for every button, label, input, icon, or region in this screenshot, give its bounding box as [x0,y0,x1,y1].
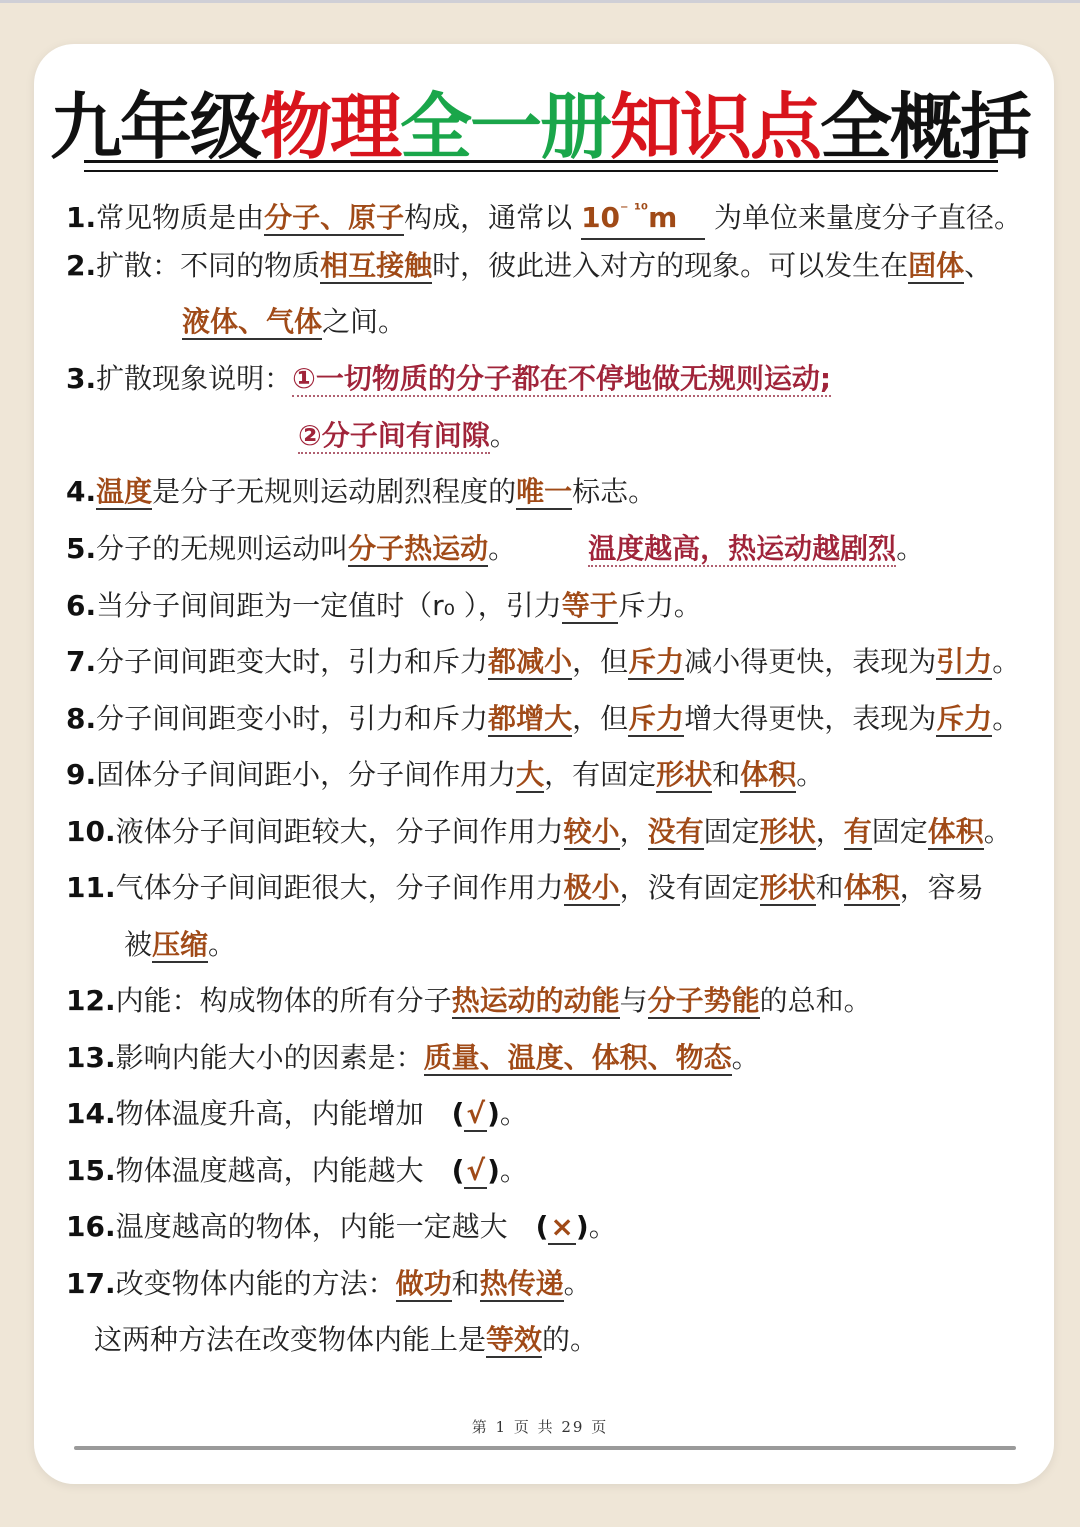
paren-open: ( [451,1097,465,1130]
item-text: 温度越高的物体，内能一定越大 [115,1210,536,1243]
keyword-blank: 斥力 [628,702,685,735]
cross-mark-answer: × [550,1210,574,1243]
keyword-blank: 热传递 [479,1267,564,1300]
item-text: 当分子间间距为一定值时（r₀ ），引力 [96,589,562,622]
keyword-blank: 分子、原子 [264,201,405,234]
title-part-grade: 九年级 [49,85,260,169]
item-text: 。 [488,532,517,565]
item-text: 减小得更快，表现为 [684,645,937,678]
item-text: 固体分子间间距小，分子间作用力 [96,758,517,791]
item-text: ，容易 [899,871,984,904]
keyword-blank: 斥力 [628,645,685,678]
keyword-blank: 极小 [563,871,620,904]
item-14 [66,1094,528,1134]
item-number: 9. [66,758,97,791]
item-15 [66,1151,528,1191]
paren-close: ) [575,1210,589,1243]
keyword-blank: 较小 [563,815,620,848]
item-17-continued [94,1320,598,1360]
footer-divider [74,1446,1016,1450]
keyword-blank: 体积 [927,815,984,848]
emphasis-blank: ②分子间有间隙 [298,419,490,452]
item-9 [66,755,824,795]
item-3-continued [298,416,518,456]
item-text: 的总和。 [759,984,872,1017]
item-text: 、 [964,249,993,282]
item-text: 内能：构成物体的所有分子 [115,984,452,1017]
top-border [0,0,1080,3]
item-6 [66,586,702,626]
item-text: ，没有固定 [619,871,760,904]
keyword-blank: 相互接触 [320,249,433,282]
item-text: ， [815,815,844,848]
item-2 [66,246,992,286]
title-part-knowledge: 知识点 [610,85,821,169]
item-text: 。 [489,419,518,452]
item-text: 液体分子间间距较大，分子间作用力 [115,815,564,848]
item-text: 。 [983,815,1012,848]
item-text: 分子的无规则运动叫 [96,532,349,565]
sci-base: 10 [581,201,621,234]
page-number: 第 1 页 共 29 页 [471,1418,609,1436]
item-text: 气体分子间间距很大，分子间作用力 [115,871,564,904]
item-number: 3. [66,362,97,395]
item-text: 之间。 [322,305,407,338]
item-number: 16. [66,1210,116,1243]
item-text: ，但 [572,702,629,735]
paren-open: ( [451,1154,465,1187]
keyword-blank: 都减小 [488,645,573,678]
keyword-blank: 形状 [759,871,816,904]
keyword-blank: 没有 [647,815,704,848]
item-text: 和 [815,871,844,904]
paren-open: ( [535,1210,549,1243]
keyword-blank: 有 [843,815,872,848]
item-text: 标志。 [572,475,657,508]
item-text: 物体温度升高，内能增加 [115,1097,452,1130]
item-text: 。 [731,1041,760,1074]
item-number: 11. [66,871,116,904]
item-number: 14. [66,1097,116,1130]
item-text: 固定 [703,815,760,848]
item-text: ，有固定 [544,758,657,791]
item-text: 固定 [871,815,928,848]
item-number: 15. [66,1154,116,1187]
item-number: 10. [66,815,116,848]
keyword-blank: 质量、温度、体积、物态 [423,1041,732,1074]
title-part-summary: 全概括 [820,85,1031,169]
emphasis-blank: 温度越高，热运动越剧烈 [588,532,897,565]
item-number: 4. [66,475,97,508]
emphasis-blank: ①一切物质的分子都在不停地做无规则运动; [292,362,832,395]
item-11 [66,868,984,908]
item-text: 影响内能大小的因素是： [115,1041,424,1074]
item-text: 扩散现象说明： [96,362,293,395]
item-text: 。 [499,1097,528,1130]
item-number: 1. [66,201,97,234]
item-text: 分子间间距变大时，引力和斥力 [96,645,489,678]
item-number: 5. [66,532,97,565]
item-text: 改变物体内能的方法： [115,1267,396,1300]
item-8 [66,699,1020,739]
item-text: 扩散：不同的物质 [96,249,321,282]
keyword-blank: 大 [516,758,545,791]
check-mark-answer: √ [466,1154,486,1187]
item-text: 。 [499,1154,528,1187]
item-7 [66,642,1020,682]
check-mark-answer: √ [466,1097,486,1130]
sci-unit: m [648,201,678,234]
item-text: ，但 [572,645,629,678]
sci-exponent: ⁻ ¹⁰ [620,200,649,219]
keyword-blank: 斥力 [936,702,993,735]
item-4 [66,472,656,512]
item-text: 与 [619,984,648,1017]
keyword-blank: 形状 [656,758,713,791]
item-number: 8. [66,702,97,735]
item-2-continued [182,302,406,342]
item-text: 。 [896,532,925,565]
keyword-blank: 体积 [740,758,797,791]
keyword-blank: 等效 [486,1323,543,1356]
item-12 [66,981,872,1021]
item-number: 13. [66,1041,116,1074]
item-text: 物体温度越高，内能越大 [115,1154,452,1187]
title-underline [84,160,998,172]
keyword-blank: 引力 [936,645,993,678]
item-text: 。 [992,645,1021,678]
item-text: 为单位来量度分子直径。 [705,201,1022,234]
item-text: ， [619,815,648,848]
keyword-blank: 温度 [96,475,153,508]
item-text: 和 [712,758,741,791]
scientific-blank [581,190,705,240]
item-text: 分子间间距变小时，引力和斥力 [96,702,489,735]
keyword-blank: 分子势能 [647,984,760,1017]
item-text: 这两种方法在改变物体内能上是 [94,1323,487,1356]
item-text: 常见物质是由 [96,201,265,234]
item-text: 。 [208,928,237,961]
item-11-continued [124,925,236,965]
keyword-blank: 形状 [759,815,816,848]
item-text: 斥力。 [617,589,702,622]
keyword-blank: 做功 [395,1267,452,1300]
item-text: 构成，通常以 [404,201,582,234]
item-13 [66,1038,760,1078]
item-text: 。 [563,1267,592,1300]
item-16 [66,1207,617,1247]
item-5 [66,529,924,569]
paren-close: ) [487,1154,500,1187]
item-number: 12. [66,984,116,1017]
keyword-blank: 液体、气体 [182,305,323,338]
item-text: 。 [992,702,1021,735]
title-part-physics: 物理 [259,85,400,169]
item-text: 增大得更快，表现为 [684,702,937,735]
keyword-blank: 热运动的动能 [451,984,620,1017]
paren-close: ) [487,1097,500,1130]
item-1 [66,190,1022,240]
item-number: 2. [66,249,97,282]
item-text: 。 [796,758,825,791]
keyword-blank: 等于 [561,589,618,622]
item-number: 17. [66,1267,116,1300]
keyword-blank: 压缩 [152,928,209,961]
keyword-blank: 固体 [908,249,965,282]
keyword-blank: 体积 [843,871,900,904]
item-text: 。 [588,1210,617,1243]
item-text: 是分子无规则运动剧烈程度的 [152,475,517,508]
item-text: 的。 [542,1323,599,1356]
item-text: 被 [124,928,153,961]
item-3 [66,359,831,399]
keyword-blank: 唯一 [516,475,573,508]
item-number: 7. [66,645,97,678]
item-text: 和 [451,1267,480,1300]
keyword-blank: 分子热运动 [348,532,489,565]
item-17 [66,1264,592,1304]
item-10 [66,812,1012,852]
page-title [0,84,1080,170]
item-number: 6. [66,589,97,622]
item-text: 时，彼此进入对方的现象。可以发生在 [432,249,909,282]
keyword-blank: 都增大 [488,702,573,735]
title-part-volume: 全一册 [399,85,610,169]
